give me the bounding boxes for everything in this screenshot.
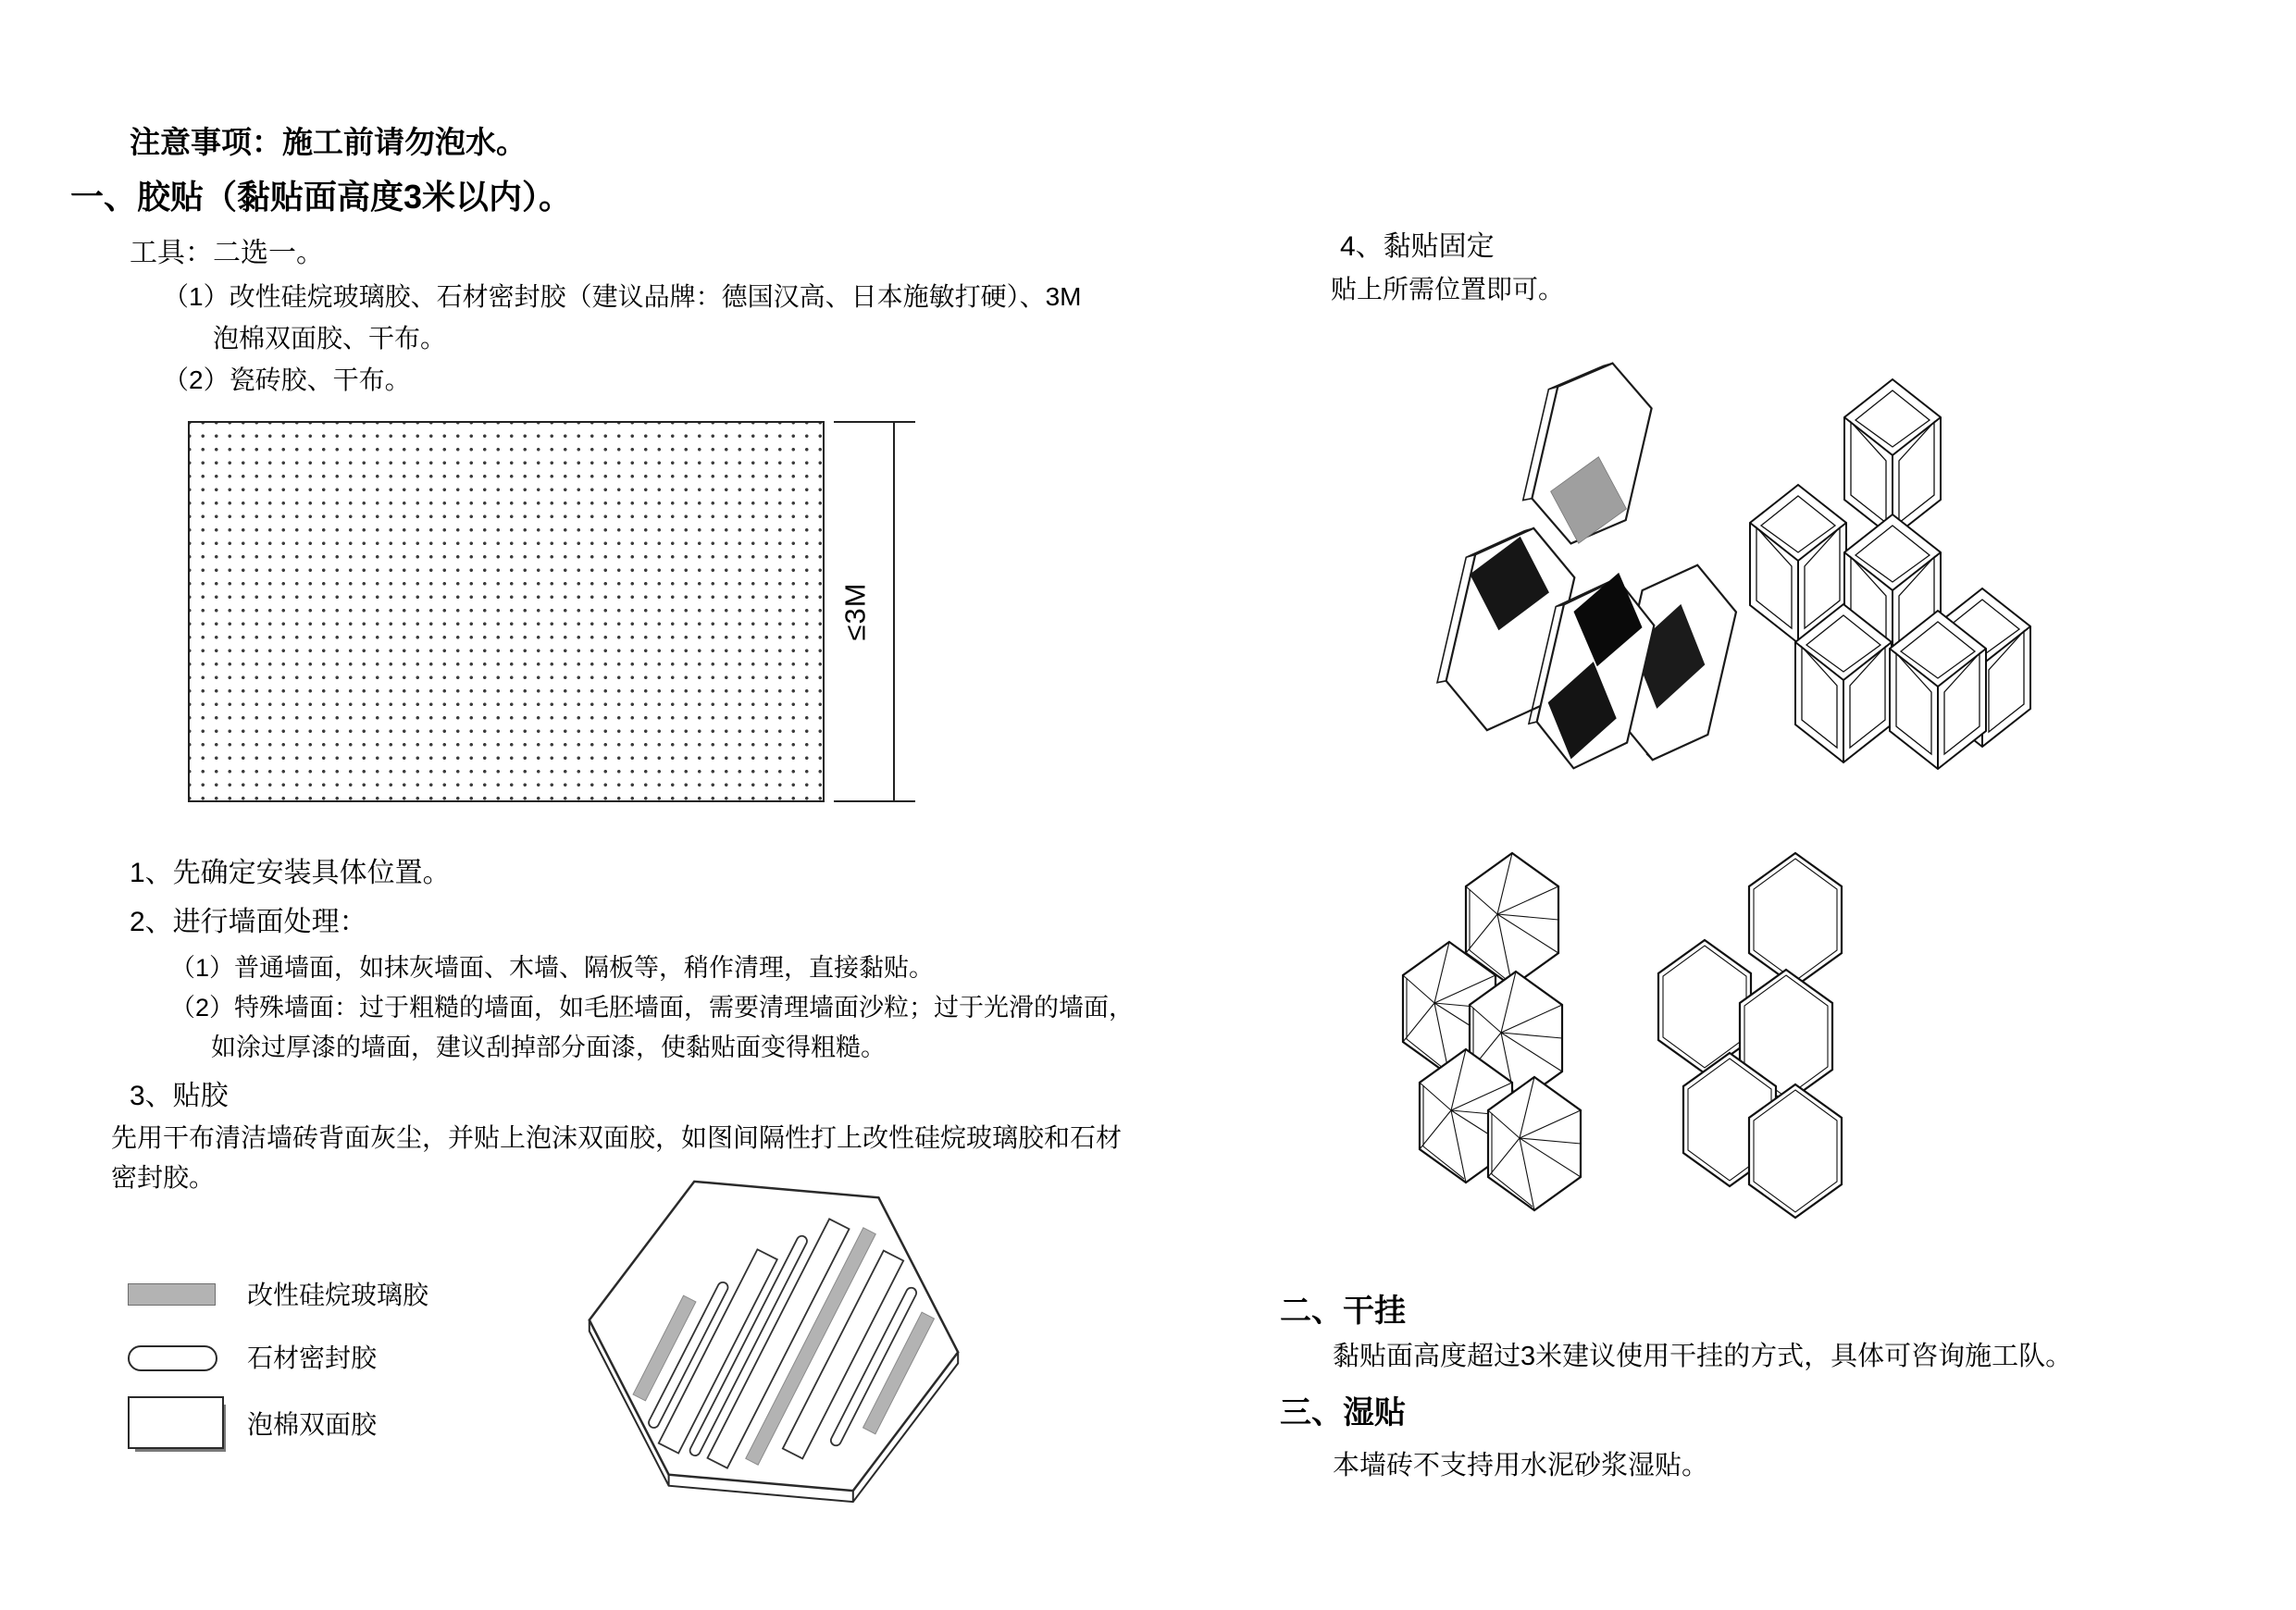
tool-option-1-line-2: 泡棉双面胶、干布。 — [213, 324, 447, 353]
tools-label: 工具：二选一。 — [130, 238, 324, 268]
plain-hexagon-tiles-diagram — [1655, 851, 1881, 1221]
install-step-3-heading: 3、贴胶 — [130, 1081, 229, 1111]
step-2-item-1: （1）普通墙面，如抹灰墙面、木墙、隔板等，稍作清理，直接黏贴。 — [170, 954, 935, 982]
tool-option-1-line-1: （1）改性硅烷玻璃胶、石材密封胶（建议品牌：德国汉高、日本施敏打硬）、3M — [163, 282, 1082, 311]
step-3-line-1: 先用干布清洁墙砖背面灰尘，并贴上泡沫双面胶，如图间隔性打上改性硅烷玻璃胶和石材 — [111, 1123, 1123, 1152]
silane-glass-glue-swatch — [128, 1283, 216, 1306]
stone-sealant-swatch — [128, 1345, 217, 1371]
step-4-desc: 贴上所需位置即可。 — [1331, 275, 1565, 303]
step-2-item-2-line-2: 如涂过厚漆的墙面，建议刮掉部分面漆，使黏贴面变得粗糙。 — [211, 1034, 886, 1061]
faceted-hexagon-tiles-diagram — [1401, 849, 1623, 1216]
section-2-heading: 二、干挂 — [1280, 1294, 1406, 1329]
foam-tape-swatch — [128, 1396, 224, 1449]
tile-back-glue-layout-diagram — [579, 1177, 970, 1508]
tiles-back-adhesive-diagram — [1436, 350, 1742, 785]
tool-option-2: （2）瓷砖胶、干布。 — [163, 365, 411, 394]
height-dimension — [834, 421, 915, 802]
step-3-line-2: 密封胶。 — [111, 1163, 216, 1192]
install-step-4-heading: 4、黏贴固定 — [1340, 231, 1495, 262]
section-1-heading: 一、胶贴（黏贴面高度3米以内）。 — [70, 178, 573, 216]
tiles-3d-frame-diagram — [1740, 361, 2045, 786]
install-step-2: 2、进行墙面处理： — [130, 907, 367, 937]
notice-text: 注意事项：施工前请勿泡水。 — [130, 125, 527, 159]
legend-label-silane-glue: 改性硅烷玻璃胶 — [247, 1281, 429, 1309]
install-step-1: 1、先确定安装具体位置。 — [130, 858, 451, 888]
section-2-desc: 黏贴面高度超过3米建议使用干挂的方式，具体可咨询施工队。 — [1333, 1342, 2073, 1371]
legend-label-stone-sealant: 石材密封胶 — [247, 1344, 378, 1372]
height-dimension-label: ≤3M — [838, 582, 872, 641]
section-3-heading: 三、湿贴 — [1280, 1395, 1406, 1430]
section-3-desc: 本墙砖不支持用水泥砂浆湿贴。 — [1333, 1451, 1709, 1480]
legend-label-foam-tape: 泡棉双面胶 — [247, 1410, 378, 1439]
wall-surface-diagram — [188, 421, 825, 802]
dimension-line — [893, 423, 895, 800]
step-2-item-2-line-1: （2）特殊墙面：过于粗糙的墙面，如毛胚墙面，需要清理墙面沙粒；过于光滑的墙面， — [170, 994, 1135, 1022]
